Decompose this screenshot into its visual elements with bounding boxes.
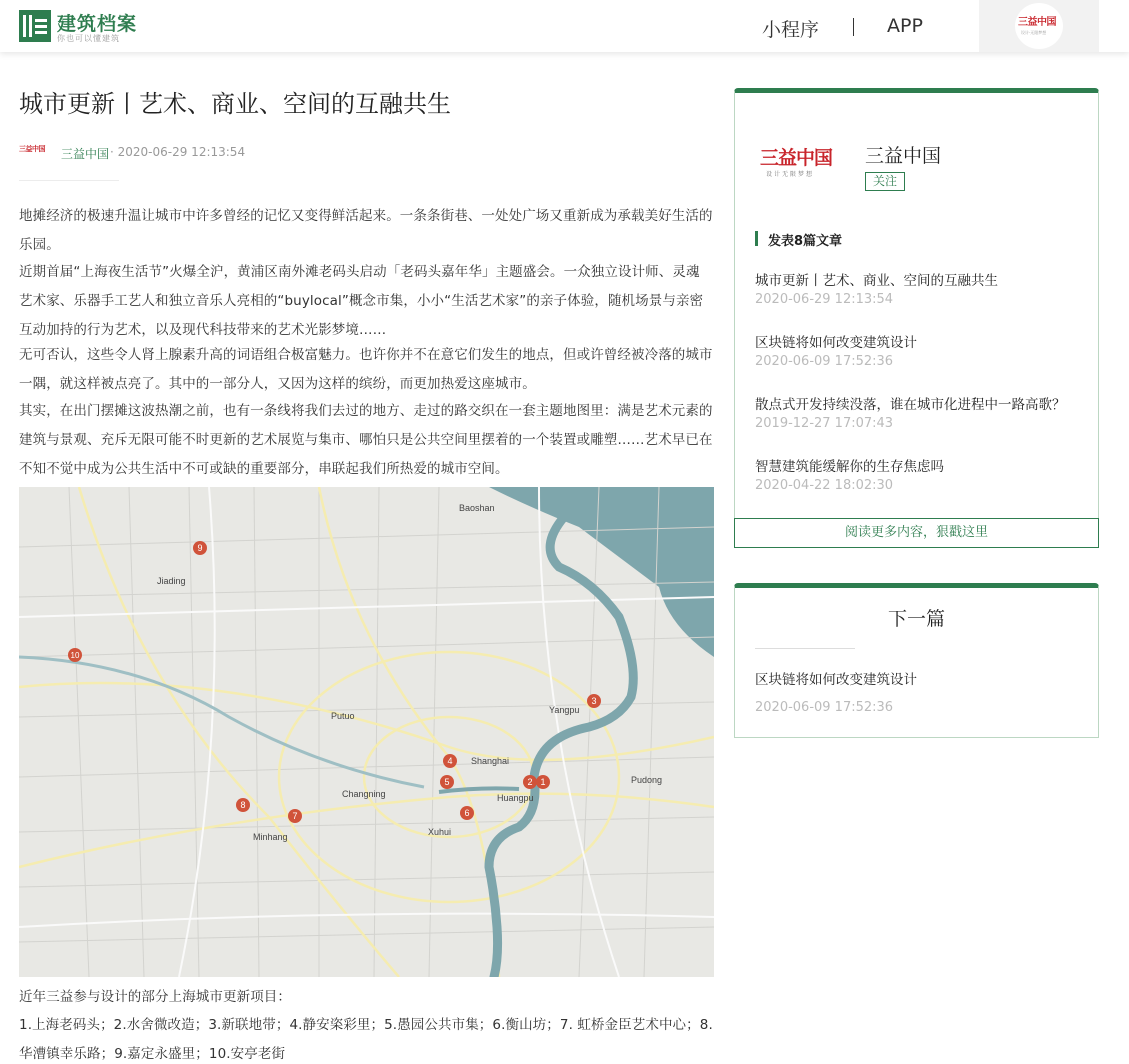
nav-app[interactable]: APP (887, 15, 923, 37)
side-article-title[interactable]: 散点式开发持续没落，谁在城市化进程中一路高歌？ (755, 397, 1066, 413)
read-more-button[interactable]: 阅读更多内容，狠戳这里 (734, 518, 1099, 548)
side-article-time: 2020-06-29 12:13:54 (755, 292, 894, 307)
side-article-time: 2019-12-27 17:07:43 (755, 416, 894, 431)
side-article-title[interactable]: 区块链将如何改变建筑设计 (755, 335, 917, 351)
svg-text:6: 6 (464, 808, 470, 818)
map-marker-6[interactable] (460, 806, 474, 820)
site-logo-icon[interactable] (19, 10, 51, 42)
map-label-shanghai: Shanghai (471, 756, 510, 766)
svg-text:10: 10 (70, 651, 80, 660)
article-title: 城市更新丨艺术、商业、空间的互融共生 (19, 90, 451, 118)
map-marker-2[interactable] (523, 775, 537, 789)
article-paragraph-4: 其实，在出门摆摊这波热潮之前，也有一条线将我们去过的地方、走过的路交织在一套主题地图里：满是艺术元素的建筑与景观、充斥无限可能不时更新的艺术展览与集市、哪怕只是公共空间里摆着的一个装置或雕塑……艺术早已在不知不觉中成为公共生活中不可或缺的重要部分，串联起我们所热爱的城市空间。 (19, 403, 713, 477)
brand-slogan: 你也可以懂建筑 (57, 34, 120, 43)
map-marker-4[interactable] (443, 754, 457, 768)
shanghai-projects-map (19, 487, 714, 977)
next-article-time: 2020-06-09 17:52:36 (755, 700, 894, 715)
map-label-jiading: Jiading (157, 576, 186, 586)
map-label-xuhui: Xuhui (428, 827, 452, 837)
side-article-time: 2020-04-22 18:02:30 (755, 478, 894, 493)
map-label-baoshan: Baoshan (459, 503, 495, 513)
map-label-changning: Changning (342, 789, 386, 799)
side-article-title[interactable]: 智慧建筑能缓解你的生存焦虑吗 (755, 459, 944, 475)
author-logo-text: 三益中国 (19, 145, 45, 153)
post-time: · 2020-06-29 12:13:54 (110, 145, 246, 159)
svg-text:9: 9 (197, 543, 203, 553)
account-logo-tagline: 设计·无限梦想 (1021, 30, 1047, 35)
card-logo-tagline: 设计无限梦想 (766, 171, 815, 178)
map-label-huangpu: Huangpu (497, 793, 534, 803)
card-logo-text: 三益中国 (760, 147, 833, 169)
article-paragraph-1: 地摊经济的极速升温让城市中许多曾经的记忆又变得鲜活起来。一条条街巷、一处处广场又重新成为承载美好生活的乐园。 (19, 208, 713, 253)
site-header (0, 0, 1129, 52)
map-marker-5[interactable] (440, 775, 454, 789)
map-label-pudong: Pudong (631, 775, 663, 785)
map-marker-10[interactable] (68, 648, 82, 662)
map-svg (19, 487, 714, 977)
map-label-putuo: Putuo (331, 711, 355, 721)
svg-text:3: 3 (591, 696, 597, 706)
map-marker-3[interactable] (587, 694, 601, 708)
next-article-divider (755, 648, 855, 649)
map-label-minhang: Minhang (253, 832, 288, 842)
map-label-yangpu: Yangpu (549, 705, 580, 715)
articles-count-heading: 发表8篇文章 (755, 230, 842, 249)
next-article-heading: 下一篇 (887, 608, 945, 630)
svg-text:4: 4 (447, 756, 453, 766)
account-logo-text: 三益中国 (1018, 17, 1056, 28)
brand-name[interactable]: 建筑档案 (57, 13, 138, 35)
nav-mini-program[interactable]: 小程序 (762, 19, 820, 41)
article-paragraph-3: 无可否认，这些令人肾上腺素升高的词语组合极富魅力。也许你并不在意它们发生的地点，但或许曾经被冷落的城市一隅，就这样被点亮了。其中的一部分人，又因为这样的缤纷，而更加热爱这座城市。 (19, 347, 713, 392)
map-marker-8[interactable] (236, 798, 250, 812)
account-avatar[interactable] (1015, 3, 1063, 49)
next-article-title[interactable]: 区块链将如何改变建筑设计 (755, 672, 917, 688)
card-author-logo[interactable] (760, 147, 840, 181)
article-paragraph-2: 近期首届“上海夜生活节”火爆全沪，黄浦区南外滩老码头启动「老码头嘉年华」主题盛会。一众独立设计师、灵魂艺术家、乐器手工艺人和独立音乐人亮相的“buylocal”概念市集，小小“生活艺术家”的亲子体验，随机场景与亲密互动加持的行为艺术，以及现代科技带来的艺术光影梦境…… (19, 264, 704, 338)
svg-text:8: 8 (240, 800, 246, 810)
map-marker-9[interactable] (193, 541, 207, 555)
svg-text:5: 5 (444, 777, 450, 787)
card-author-name[interactable]: 三益中国 (865, 145, 942, 167)
svg-text:2: 2 (527, 777, 533, 787)
follow-button[interactable]: 关注 (865, 172, 905, 191)
project-list: 1.上海老码头；2.水舍微改造；3.新联地带；4.静安栥彩里；5.愚园公共市集；6.衡山坊；7. 虹桥金臣艺术中心；8.华漕镇幸乐路；9.嘉定永盛里；10.安亭老街 (19, 1017, 713, 1062)
side-article-title[interactable]: 城市更新丨艺术、商业、空间的互融共生 (755, 273, 998, 289)
author-name[interactable]: 三益中国 (61, 147, 110, 161)
map-marker-7[interactable] (288, 809, 302, 823)
map-marker-1[interactable] (536, 775, 550, 789)
svg-text:1: 1 (540, 777, 546, 787)
map-caption: 近年三益参与设计的部分上海城市更新项目： (19, 989, 291, 1005)
svg-text:7: 7 (292, 811, 298, 821)
side-article-time: 2020-06-09 17:52:36 (755, 354, 894, 369)
author-logo[interactable] (19, 143, 51, 161)
author-divider (19, 180, 119, 181)
nav-separator (853, 18, 854, 36)
